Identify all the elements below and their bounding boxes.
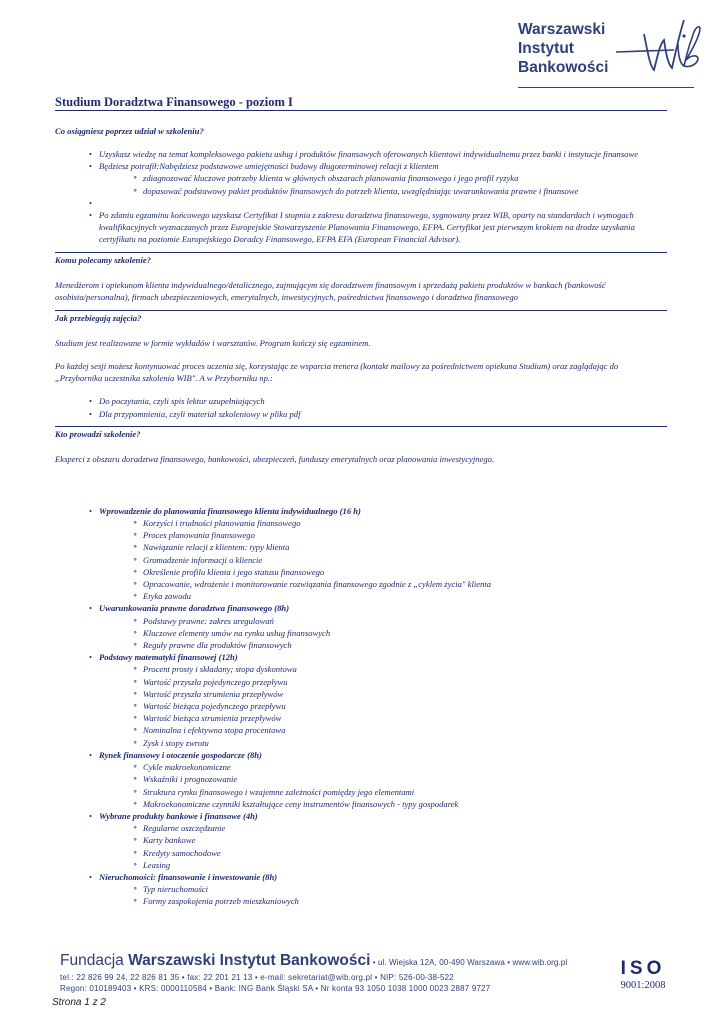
module-topic: ∘ Proces planowania finansowego: [143, 529, 667, 541]
module-item: [99, 505, 667, 603]
module-title: Wybrane produkty bankowe i finansowe (4h): [99, 810, 258, 821]
module-item: [99, 810, 667, 871]
list-item: • Uzyskasz wiedzę na temat kompleksowego pakietu usług i produktów finansowych oferowanych klientowi indywidualnemu przez banki i instytucje finansowe: [99, 148, 667, 160]
format-text-1: Studium jest realizowane w formie wykładów i warsztatów. Program kończy się egzaminem.: [55, 338, 371, 349]
module-topic: ∘ Karty bankowe: [143, 834, 667, 846]
module-item: [99, 749, 667, 810]
section-divider: [55, 252, 667, 253]
module-title: Rynek finansowy i otoczenie gospodarcze (8h): [99, 749, 262, 760]
page-title: Studium Doradztwa Finansowego - poziom I: [55, 95, 667, 111]
module-topic: ∘ Opracowanie, wdrożenie i monitorowanie rozwiązania finansowego zgodnie z „cyklem życia" klienta: [143, 578, 667, 590]
logo-text: [518, 20, 608, 77]
module-topic: ∘ Procent prosty i składany; stopa dyskontowa: [143, 663, 667, 675]
module-topic: ∘ Makroekonomiczne czynniki kształtujące ceny instrumentów finansowych - typy gospodarek: [143, 798, 667, 810]
logo-line-1: Warszawski: [518, 21, 606, 38]
sub-list: [99, 172, 667, 196]
logo-rule: [518, 87, 694, 88]
iso-label: ISO: [620, 958, 666, 979]
module-topic: ∘ Kluczowe elementy umów na rynku usług finansowych: [143, 627, 667, 639]
module-title: Podstawy matematyki finansowej (12h): [99, 652, 238, 663]
module-item: [99, 651, 667, 749]
trainers-text: Eksperci z obszaru doradztwa finansowego, bankowości, ubezpieczeń, funduszy emerytalnych oraz planowania inwestycyjnego.: [55, 453, 495, 464]
module-topic: ∘ Formy zaspokojenia potrzeb mieszkaniowych: [143, 895, 667, 907]
footer: [60, 952, 590, 994]
module-item: [99, 871, 667, 908]
logo-line-2: Instytut: [518, 40, 574, 57]
footer-line-1: [60, 952, 590, 972]
list-item: • Po zdaniu egzaminu końcowego uzyskasz Certyfikat I stopnia z zakresu doradztwa finansowego, sygnowany przez WIB, oparty na standardach i wymogach kwalifikacyjnych wyznaczanych przez Europejskie Stowarzyszenie Planowania Finansowego, EFPA. Certyfikat jest pierwszym krokiem na drodze uzyskania certyfikatu na poziomie Europejskiego Doradcy Finansowego, EFPA EFA (European Financial Advisor).: [99, 209, 667, 246]
section-divider: [55, 426, 667, 427]
wib-signature-icon: [614, 14, 702, 80]
module-topics: [99, 761, 667, 810]
module-topic: ∘ Korzyści i trudności planowania finansowego: [143, 517, 667, 529]
module-topic: ∘ Wartość bieżąca pojedynczego przepływu: [143, 700, 667, 712]
footer-org-prefix: Fundacja: [60, 952, 129, 969]
module-topic: ∘ Wartość bieżąca strumienia przepływów: [143, 712, 667, 724]
module-topic: ∘ Leasing: [143, 859, 667, 871]
module-title: Nieruchomości: finansowanie i inwestowanie (8h): [99, 871, 278, 882]
module-topic: ∘ Reguły prawne dla produktów finansowych: [143, 639, 667, 651]
footer-registry: Regon: 010189403 • KRS: 0000110584 • Bank: ING Bank Śląski SA • Nr konta 93 1050 1038 1000 0023 2887 9727: [60, 984, 491, 993]
iso-badge: [613, 958, 673, 992]
format-text-2: Po każdej sesji możesz kontynuować proces uczenia się, korzystając ze wsparcia trenera (kontakt mailowy za pośrednictwem opiekuna Studium) oraz zaglądając do „Przybornika uczestnika szkolenia WIB". A w Przyborniku np.:: [55, 361, 619, 384]
footer-contact: tel.: 22 826 99 24, 22 826 81 35 • fax: 22 201 21 13 • e-mail: sekretariat@wib.org.pl • NIP: 526-00-38-522: [60, 973, 454, 982]
module-topic: ∘ Struktura rynku finansowego i wzajemne zależności pomiędzy jego elementami: [143, 786, 667, 798]
list-item-empty: [99, 197, 667, 209]
module-topic: ∘ Podstawy prawne: zakres uregulowań: [143, 615, 667, 627]
wib-logo: [512, 12, 702, 94]
module-title: Wprowadzenie do planowania finansowego klienta indywidualnego (16 h): [99, 505, 361, 516]
footer-org-name: Warszawski Instytut Bankowości: [128, 952, 371, 969]
module-topic: ∘ Wskaźniki i prognozowanie: [143, 773, 667, 785]
sub-list-item: ∘ zdiagnozować kluczowe potrzeby klienta w głównych obszarach planowania finansowego i jego profil ryzyka: [143, 172, 667, 184]
section-divider: [55, 310, 667, 311]
footer-address: • ul. Wiejska 12A, 00-490 Warszawa • www.wib.org.pl: [370, 958, 568, 967]
program-modules-list: [55, 505, 667, 908]
module-topic: ∘ Zysk i stopy zwrotu: [143, 737, 667, 749]
module-title: Uwarunkowania prawne doradztwa finansowego (8h): [99, 603, 290, 614]
list-item: • Do poczytania, czyli spis lektur uzupełniających: [99, 395, 667, 407]
document-body: [55, 95, 667, 908]
list-item: [99, 160, 667, 197]
section-heading-outcomes: Co osiągniesz poprzez udział w szkoleniu?: [55, 126, 204, 136]
list-item-text: Będziesz potrafił:Nabędziesz podstawowe umiejętności budowy długoterminowej relacji z klientem: [99, 161, 439, 172]
toolkit-list: [55, 395, 667, 419]
page-number: Strona 1 z 2: [52, 997, 106, 1008]
outcomes-list: [55, 148, 667, 245]
module-topic: ∘ Kredyty samochodowe: [143, 847, 667, 859]
module-topic: ∘ Wartość przyszła pojedynczego przepływu: [143, 676, 667, 688]
sub-list-item: ∘ dopasować podstawowy pakiet produktów finansowych do potrzeb klienta, uwzględniając uwarunkowania prawne i finansowe: [143, 185, 667, 197]
list-item: • Dla przypomnienia, czyli materiał szkoleniowy w pliku pdf: [99, 408, 667, 420]
module-topics: [99, 517, 667, 602]
section-heading-audience: Komu polecamy szkolenie?: [55, 255, 151, 266]
module-topic: ∘ Regularne oszczędzanie: [143, 822, 667, 834]
module-topic: ∘ Nawiązanie relacji z klientem: typy klienta: [143, 541, 667, 553]
module-topics: [99, 822, 667, 871]
section-heading-trainers: Kto prowadzi szkolenie?: [55, 428, 141, 439]
module-item: [99, 602, 667, 651]
logo-line-3: Bankowości: [518, 59, 609, 76]
module-topic: ∘ Typ nieruchomości: [143, 883, 667, 895]
module-topics: [99, 615, 667, 652]
module-topic: ∘ Wartość przyszła strumienia przepływów: [143, 688, 667, 700]
module-topic: ∘ Określenie profilu klienta i jego statusu finansowego: [143, 566, 667, 578]
module-topics: [99, 883, 667, 907]
iso-standard: 9001:2008: [620, 980, 666, 991]
section-heading-format: Jak przebiegają zajęcia?: [55, 313, 142, 324]
module-topic: ∘ Etyka zawodu: [143, 590, 667, 602]
module-topic: ∘ Nominalna i efektywna stopa procentowa: [143, 724, 667, 736]
audience-text: Menedżerom i opiekunom klienta indywidualnego/detalicznego, zajmującym się doradztwem finansowym i sprzedażą pakietu produktów w bankach (bankowość osobista/personalna), firmach ubezpieczeniowych, emerytalnych, inwestycyjnych, pośrednictwa finansowego i doradztwa finansowego: [55, 280, 606, 303]
module-topic: ∘ Gromadzenie informacji o kliencie: [143, 554, 667, 566]
module-topic: ∘ Cykle makroekonomiczne: [143, 761, 667, 773]
module-topics: [99, 663, 667, 748]
